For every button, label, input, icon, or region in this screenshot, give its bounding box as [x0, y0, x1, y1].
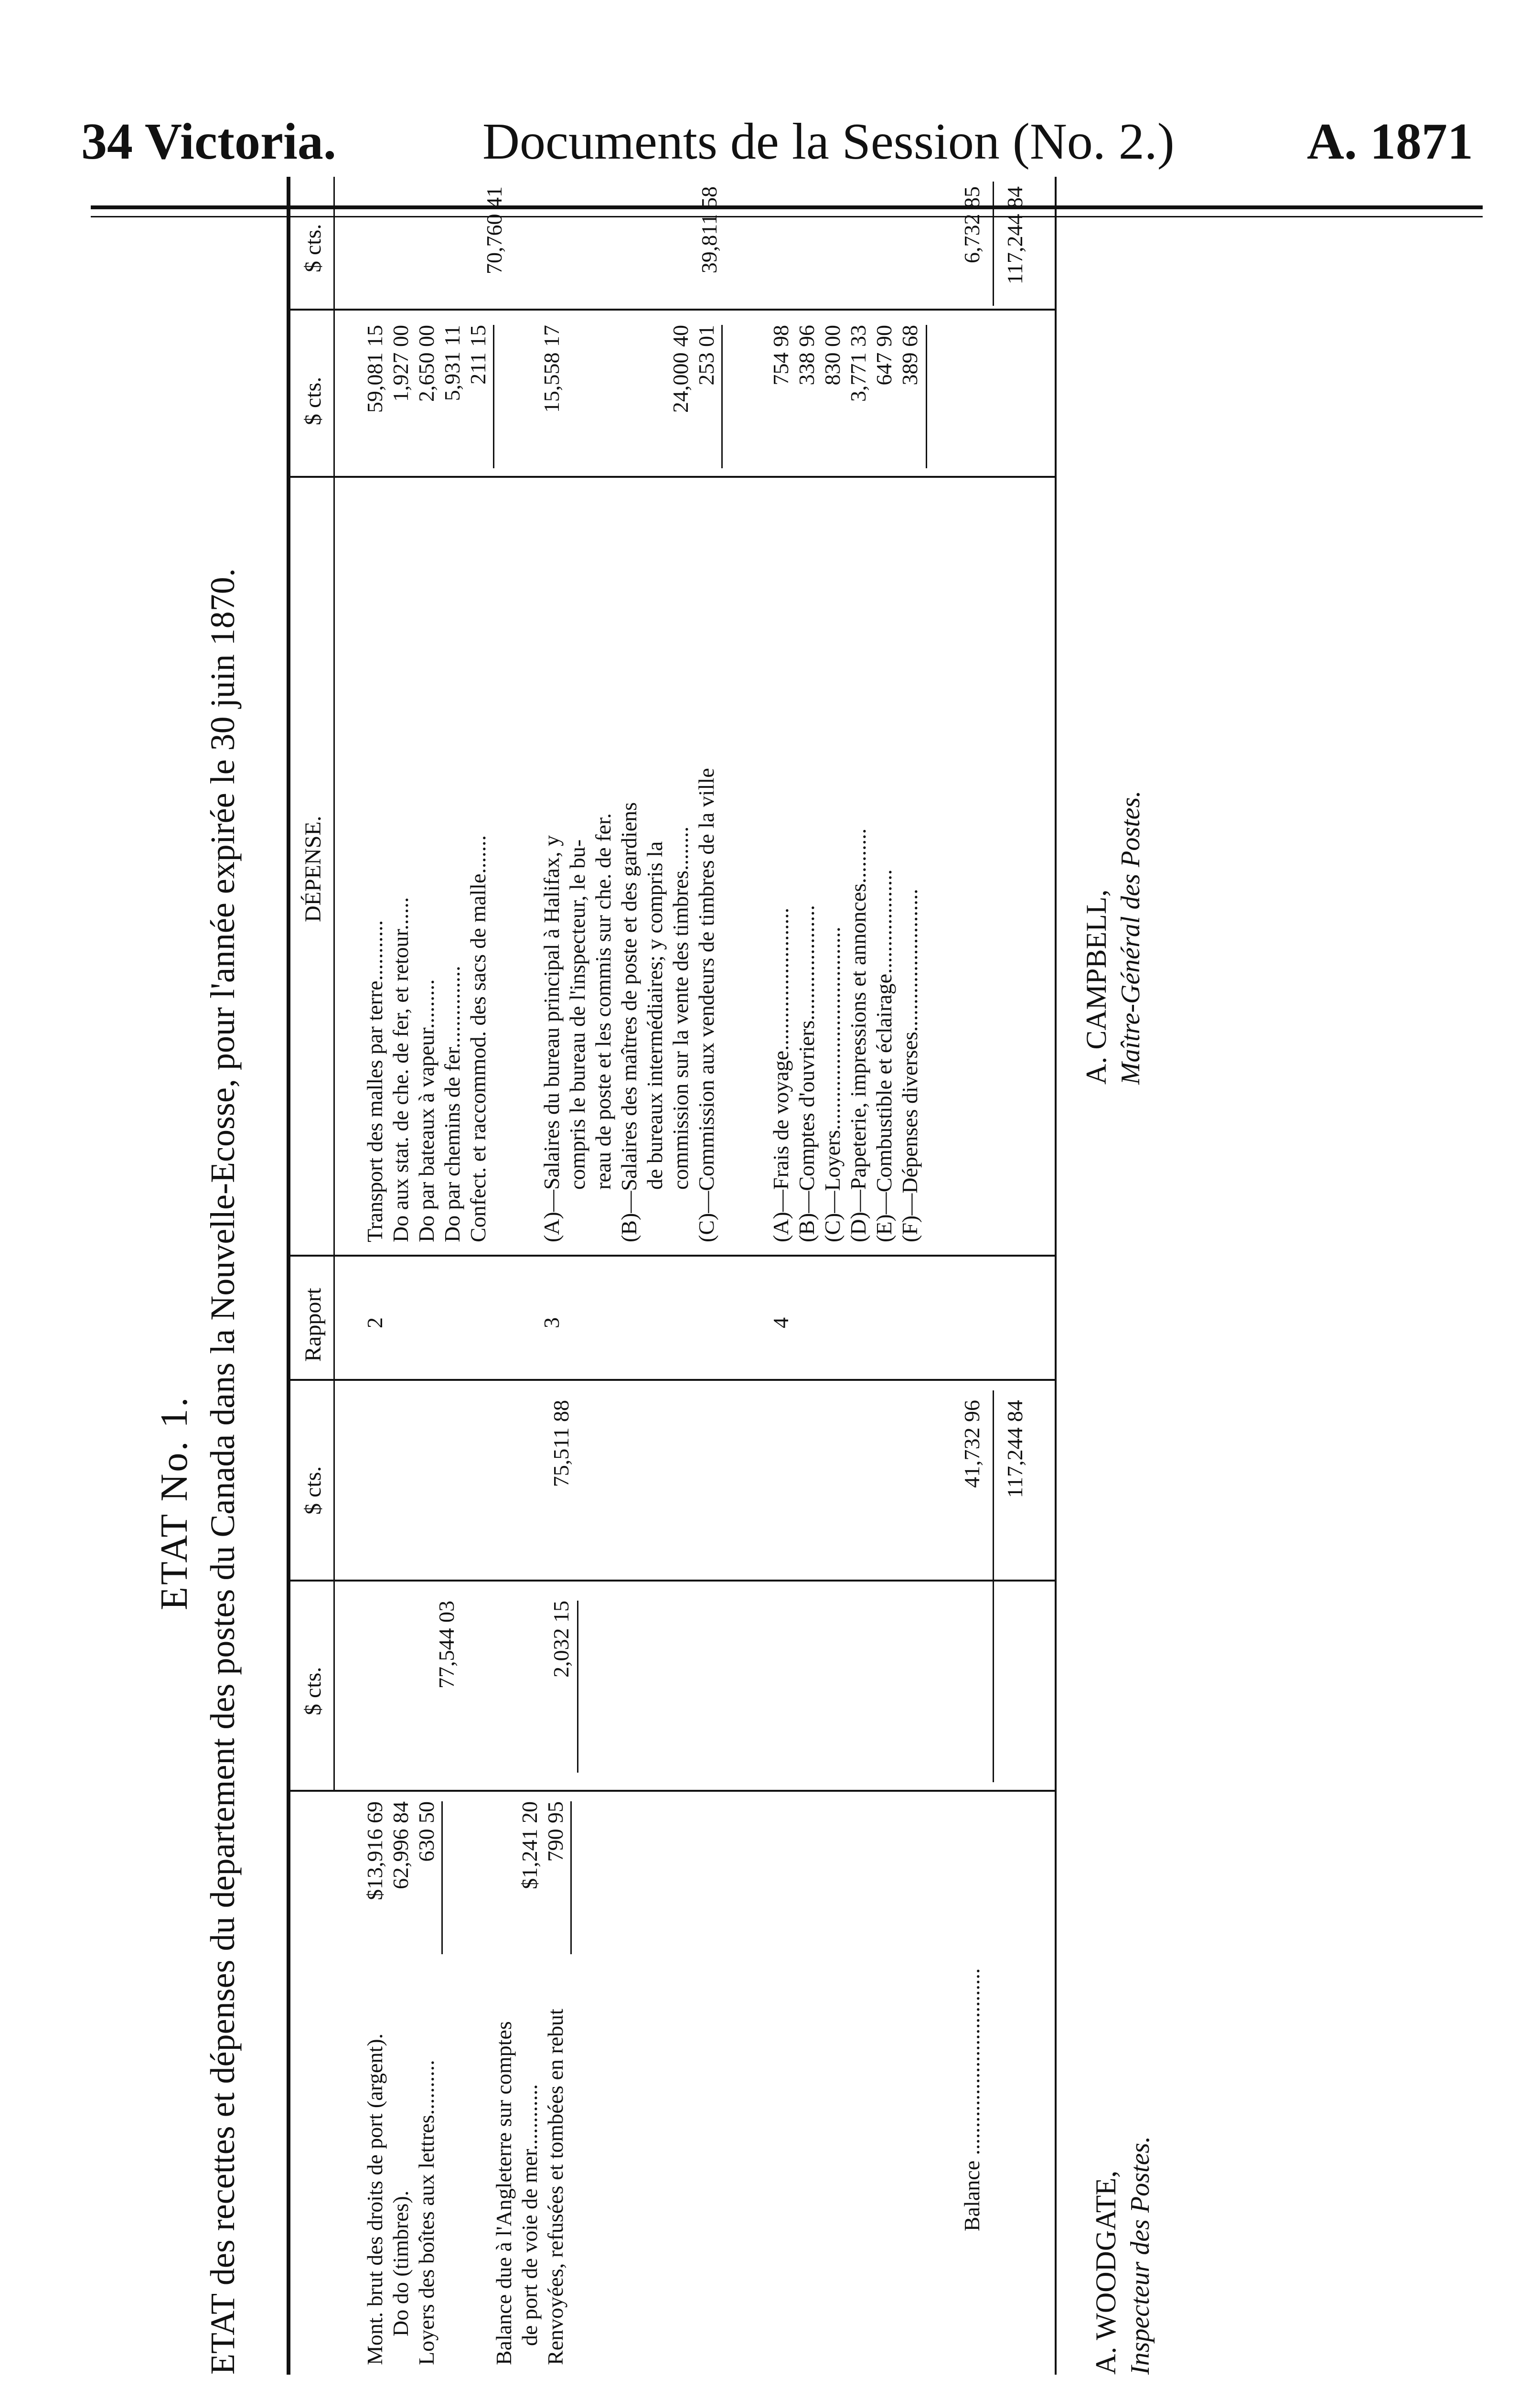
col-cts-2: $ cts. — [300, 1466, 326, 1515]
expense-value: 2,650 00 — [414, 325, 438, 402]
expense-line: compris le bureau de l'inspecteur, le bu- — [565, 839, 589, 1190]
receipt-line: Loyers des boîtes aux lettres.......... — [414, 2060, 438, 2365]
expense-total: 6,732 85 — [960, 186, 984, 263]
col-cts-4: $ cts. — [300, 224, 326, 272]
expense-line: Confect. et raccommod. des sacs de malle....... — [466, 835, 490, 1242]
signature-right-title: Maître-Général des Postes. — [1116, 790, 1145, 1085]
receipt-total: 75,511 88 — [549, 1400, 573, 1487]
expense-line: Do par bateaux à vapeur......... — [414, 979, 438, 1242]
rapport-number: 4 — [769, 1317, 793, 1328]
rotated-statement — [134, 158, 1423, 2375]
sum-rule — [570, 1801, 572, 1954]
col-cts-1: $ cts. — [300, 1667, 326, 1715]
receipt-line: de port de voie de mer............ — [517, 2084, 542, 2346]
expense-value: 59,081 15 — [363, 325, 387, 413]
expense-line: (A)—Salaires du bureau principal à Halifax, y — [539, 835, 564, 1242]
rapport-number: 3 — [539, 1317, 564, 1328]
expense-line: (D)—Papeterie, impressions et annonces.......... — [846, 828, 870, 1242]
col-depense: DÉPENSE. — [300, 816, 326, 922]
signature-right — [1080, 791, 1147, 1085]
expenses-grand-total: 117,244 84 — [1003, 186, 1027, 285]
header-center: Documents de la Session (No. 2.) — [482, 113, 1175, 170]
expense-line: (C)—Loyers..................................... — [820, 926, 845, 1242]
balance-label: Balance .................................. — [960, 1968, 984, 2231]
statement-title: ETAT No. 1. — [153, 1395, 195, 1610]
col-sep — [290, 1379, 1055, 1381]
expense-line: (C)—Commission aux vendeurs de timbres de la ville — [694, 768, 718, 1242]
sum-rule — [721, 325, 723, 468]
signature-right-name: A. CAMPBELL, — [1080, 889, 1112, 1085]
expense-line: Do par chemins de fer............... — [440, 966, 464, 1242]
expense-value: 211 15 — [466, 325, 490, 385]
col-sep — [290, 1255, 1055, 1257]
expense-value: 647 90 — [872, 325, 896, 386]
expense-value: 15,558 17 — [539, 325, 564, 413]
sum-rule — [493, 325, 494, 468]
expense-line: reau de poste et les commis sur che. de fer. — [591, 813, 615, 1190]
receipt-line: Balance due à l'Angleterre sur comptes — [492, 2021, 516, 2365]
expense-line: Do aux stat. de che. de fer, et retour...... — [388, 897, 413, 1242]
col-sep — [290, 1790, 1055, 1792]
receipt-line: Renvoyées, refusées et tombées en rebut — [543, 2009, 567, 2365]
receipt-value: 62,996 84 — [388, 1801, 413, 1889]
receipt-value: $13,916 69 — [363, 1801, 387, 1900]
receipt-value: $1,241 20 — [517, 1801, 542, 1889]
balance-value: 41,732 96 — [960, 1400, 984, 1488]
expense-value: 24,000 40 — [668, 325, 693, 413]
expense-value: 389 68 — [898, 325, 922, 386]
expense-value: 338 96 — [794, 325, 819, 386]
expense-line: commission sur la vente des timbres........ — [668, 826, 693, 1190]
expense-value: 1,927 00 — [388, 325, 413, 402]
expense-value: 3,771 33 — [846, 325, 870, 402]
receipt-value: 630 50 — [414, 1801, 438, 1862]
expense-line: (A)—Frais de voyage.......................... — [769, 907, 793, 1242]
receipts-grand-total: 117,244 84 — [1003, 1400, 1027, 1498]
col-sep — [290, 1580, 1055, 1582]
rapport-number: 2 — [363, 1317, 387, 1328]
expense-value: 754 98 — [769, 325, 793, 386]
expense-line: de bureaux intermédiaires; y compris la — [642, 841, 667, 1190]
receipt-subtotal: 2,032 15 — [549, 1601, 573, 1678]
statement-table — [287, 177, 1057, 2375]
signature-left-name: A. WOODGATE, — [1090, 2170, 1122, 2375]
expense-total: 70,760 41 — [482, 186, 506, 274]
expense-line: (F)—Dépenses diverses.......................... — [898, 889, 922, 1242]
total-rule — [993, 182, 994, 306]
head-rule — [333, 177, 335, 1792]
col-rapport: Rapport — [300, 1288, 326, 1362]
signature-left — [1089, 2136, 1157, 2375]
expense-line: (E)—Combustible et éclairage................... — [872, 869, 896, 1242]
header-left: 34 Victoria. — [81, 113, 336, 170]
receipt-line: Mont. brut des droits de port (argent). — [363, 2033, 387, 2365]
header-right: A. 1871 — [1307, 113, 1473, 170]
col-sep — [290, 476, 1055, 478]
receipt-value: 790 95 — [543, 1801, 567, 1862]
expense-value: 830 00 — [820, 325, 845, 386]
sum-rule — [577, 1601, 578, 1773]
total-rule — [993, 1390, 994, 1782]
expense-line: (B)—Salaires des maîtres de poste et des gardiens — [617, 802, 641, 1242]
col-cts-3: $ cts. — [300, 377, 326, 425]
expense-line: Transport des malles par terre........... — [363, 920, 387, 1242]
sum-rule — [926, 325, 927, 468]
receipt-line: Do do (timbres). — [388, 2190, 413, 2336]
expense-total: 39,811 58 — [697, 186, 721, 274]
expense-line: (B)—Comptes d'ouvriers..................... — [794, 905, 819, 1242]
statement-subtitle: ETAT des recettes et dépenses du departement des postes du Canada dans la Nouvelle-Ecosse, pour l'année expirée le 30 juin 1870. — [203, 568, 242, 2375]
receipt-subtotal: 77,544 03 — [434, 1601, 459, 1689]
sum-rule — [441, 1801, 443, 1954]
col-sep — [290, 309, 1055, 311]
expense-value: 5,931 11 — [440, 325, 464, 401]
expense-value: 253 01 — [694, 325, 718, 386]
signature-left-title: Inspecteur des Postes. — [1125, 2136, 1155, 2375]
